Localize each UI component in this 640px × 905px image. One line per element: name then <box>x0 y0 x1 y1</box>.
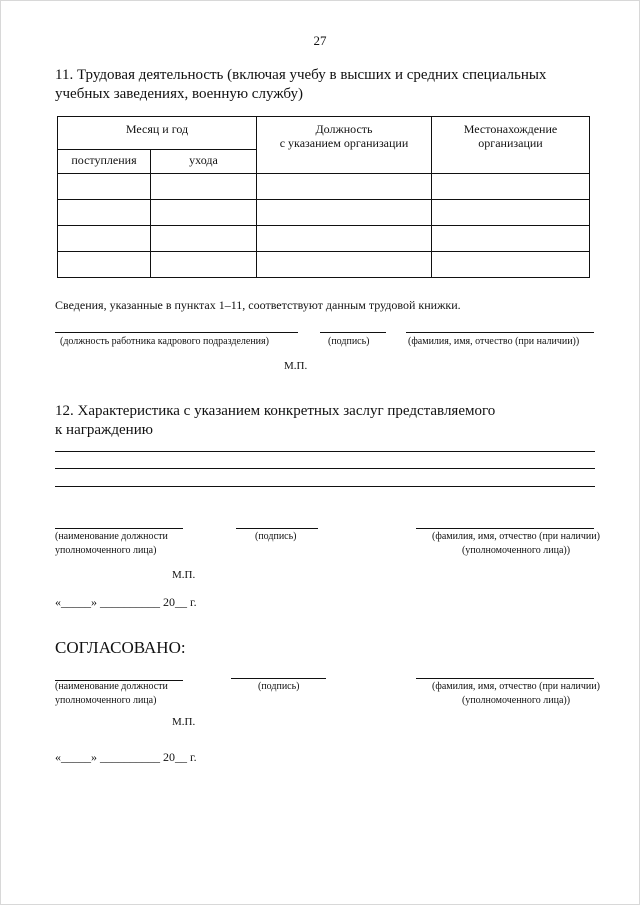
date-field[interactable]: «_____» __________ 20__ г. <box>55 595 197 609</box>
header-location-line1: Местонахождение <box>463 122 558 136</box>
section-11-title <box>55 66 546 104</box>
header-position-line1: Должность <box>315 122 373 136</box>
section-12-title <box>55 402 595 440</box>
table-cell[interactable] <box>432 174 590 200</box>
section-11-title-line2: учебных заведениях, военную службу) <box>55 86 303 102</box>
caption-official-position <box>55 530 168 558</box>
signature-line-signature[interactable] <box>320 332 386 333</box>
characteristics-line[interactable] <box>55 468 595 469</box>
table-cell[interactable] <box>432 252 590 278</box>
caption-line: (фамилия, имя, отчество (при наличии) <box>432 681 600 692</box>
approval-title: СОГЛАСОВАНО: <box>55 638 186 657</box>
signature-line-name[interactable] <box>406 332 594 333</box>
table-cell[interactable] <box>151 226 257 252</box>
signature-line-position[interactable] <box>55 332 298 333</box>
signature-line-signature[interactable] <box>236 528 318 529</box>
page-number: 27 <box>313 33 327 48</box>
characteristics-line[interactable] <box>55 451 595 452</box>
stamp-placeholder: М.П. <box>284 360 308 372</box>
caption-line: (фамилия, имя, отчество (при наличии) <box>432 531 600 542</box>
table-row <box>58 174 590 200</box>
table-cell[interactable] <box>151 174 257 200</box>
header-position <box>257 117 432 174</box>
header-start: поступления <box>58 150 151 174</box>
caption-line: (наименование должности <box>55 531 168 542</box>
table-cell[interactable] <box>432 226 590 252</box>
stamp-placeholder: М.П. <box>172 716 196 728</box>
section-12-title-line1: 12. Характеристика с указанием конкретных заслуг представляемого <box>55 403 496 419</box>
table-row <box>58 226 590 252</box>
caption-full-name: (фамилия, имя, отчество (при наличии)) <box>408 336 580 347</box>
header-position-line2: с указанием организации <box>279 136 409 150</box>
header-location-line2: организации <box>478 136 543 150</box>
characteristics-line[interactable] <box>55 486 595 487</box>
table-cell[interactable] <box>58 174 151 200</box>
table-row <box>58 252 590 278</box>
caption-hr-position: (должность работника кадрового подразделения) <box>60 336 269 347</box>
table-cell[interactable] <box>257 200 432 226</box>
caption-line: (уполномоченного лица)) <box>461 545 571 556</box>
signature-line-position[interactable] <box>55 528 183 529</box>
work-history-table <box>57 116 590 278</box>
table-cell[interactable] <box>58 200 151 226</box>
table-cell[interactable] <box>257 226 432 252</box>
signature-line-name[interactable] <box>416 678 594 679</box>
signature-line-name[interactable] <box>416 528 594 529</box>
caption-official-position <box>55 680 168 708</box>
table-cell[interactable] <box>58 226 151 252</box>
table-cell[interactable] <box>257 174 432 200</box>
caption-signature: (подпись) <box>255 531 297 542</box>
section-12-title-line2: к награждению <box>55 422 153 438</box>
confirmation-text: Сведения, указанные в пунктах 1–11, соответствуют данным трудовой книжки. <box>55 298 461 312</box>
caption-line: (наименование должности <box>55 681 168 692</box>
caption-full-name <box>426 680 606 708</box>
section-11-title-line1: 11. Трудовая деятельность (включая учебу в высших и средних специальных <box>55 67 547 83</box>
date-field[interactable]: «_____» __________ 20__ г. <box>55 750 197 764</box>
signature-line-signature[interactable] <box>231 678 326 679</box>
header-month-year: Месяц и год <box>58 117 257 150</box>
caption-full-name <box>426 530 606 558</box>
header-end: ухода <box>151 150 257 174</box>
caption-line: уполномоченного лица) <box>55 545 157 556</box>
caption-line: уполномоченного лица) <box>55 695 157 706</box>
table-cell[interactable] <box>151 200 257 226</box>
header-location <box>432 117 590 174</box>
caption-signature: (подпись) <box>328 336 370 347</box>
stamp-placeholder: М.П. <box>172 569 196 581</box>
table-row <box>58 200 590 226</box>
caption-signature: (подпись) <box>258 681 300 692</box>
table-cell[interactable] <box>58 252 151 278</box>
table-cell[interactable] <box>151 252 257 278</box>
caption-line: (уполномоченного лица)) <box>461 695 571 706</box>
table-cell[interactable] <box>432 200 590 226</box>
table-cell[interactable] <box>257 252 432 278</box>
